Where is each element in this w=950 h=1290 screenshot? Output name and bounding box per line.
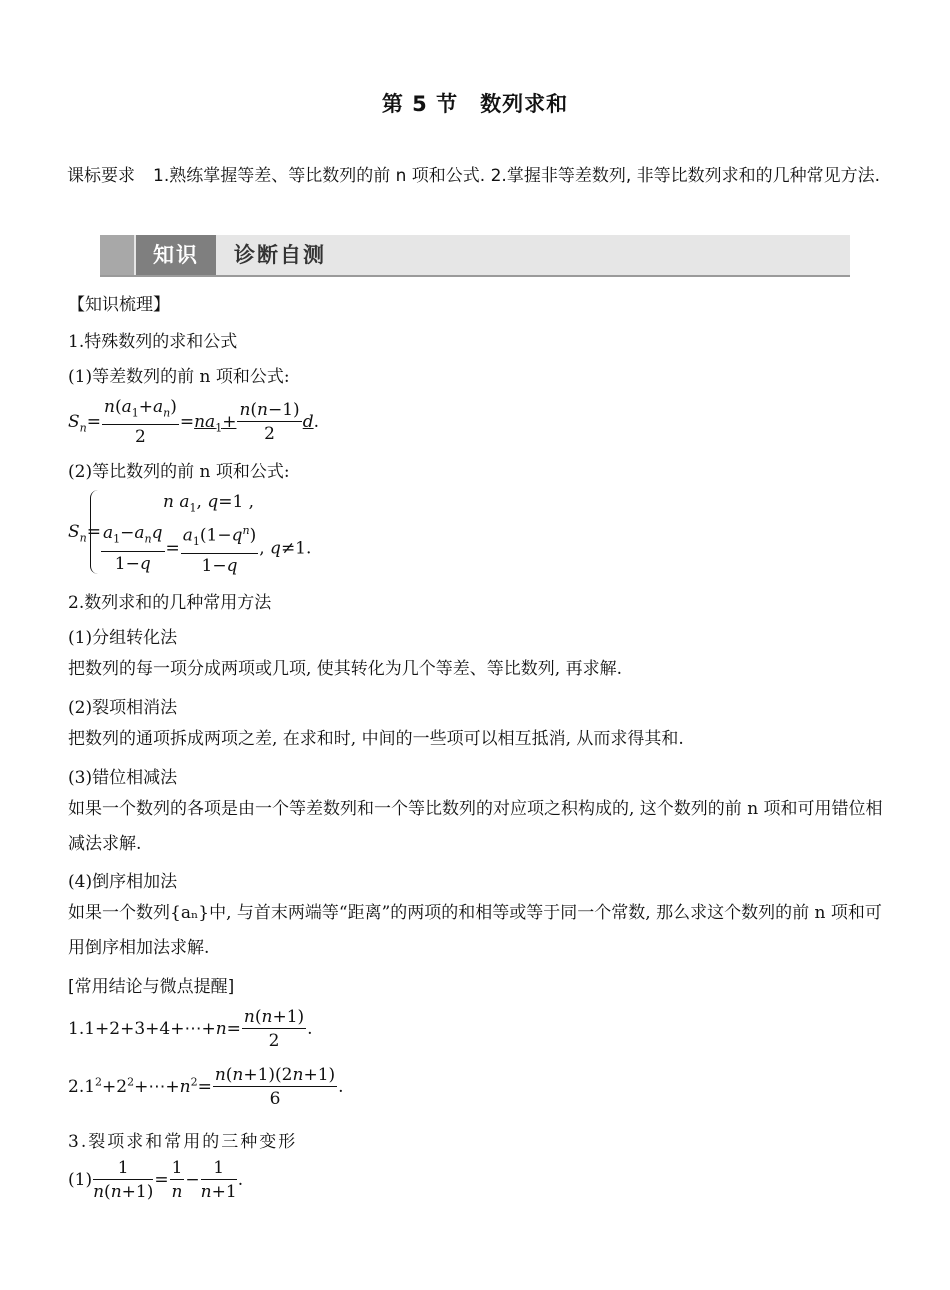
conclusion-3-1-formula: (1) $\frac{1}{n(n+1)}$ = $\frac{1}{n}$ − $\frac{1}{n+1}$ . bbox=[68, 1158, 244, 1202]
method-1-text: 把数列的每一项分成两项或几项, 使其转化为几个等差、等比数列, 再求解. bbox=[68, 659, 623, 679]
method-2-text: 把数列的通项拆成两项之差, 在求和时, 中间的一些项可以相互抵消, 从而求得其和. bbox=[68, 729, 684, 749]
method-2-title: (2)裂项相消法 bbox=[68, 698, 178, 718]
arithmetic-sum-title: (1)等差数列的前 n 项和公式: bbox=[68, 367, 290, 387]
arithmetic-sum-formula: $S_n=$ $\frac{n(a_1+a_n)}{2}$ $=na_1+$ $\frac{n(n-1)}{2}$ d. bbox=[68, 397, 319, 448]
method-1-title: (1)分组转化法 bbox=[68, 628, 178, 648]
banner-heading: 诊断自测 bbox=[234, 243, 326, 267]
geometric-sum-title: (2)等比数列的前 n 项和公式: bbox=[68, 462, 290, 482]
conclusions-heading: [常用结论与微点提醒] bbox=[68, 977, 235, 997]
conclusion-1-formula: 1.1+2+3+4+⋯+n= $\frac{n(n+1)}{2}$ . bbox=[68, 1007, 313, 1051]
banner-tab: 知识 bbox=[136, 235, 216, 275]
method-3-title: (3)错位相减法 bbox=[68, 768, 178, 788]
course-requirement bbox=[67, 158, 887, 194]
method-3-text: 如果一个数列的各项是由一个等差数列和一个等比数列的对应项之积构成的, 这个数列的前 n 项和可用错位相减法求解. bbox=[68, 799, 883, 854]
section-banner bbox=[100, 235, 850, 277]
section-1-title: 1.特殊数列的求和公式 bbox=[68, 332, 238, 352]
cases-brace bbox=[90, 490, 99, 574]
method-4-title: (4)倒序相加法 bbox=[68, 872, 178, 892]
banner-strip bbox=[100, 235, 134, 275]
section-2-title: 2.数列求和的几种常用方法 bbox=[68, 593, 272, 613]
requirement-text: 1.熟练掌握等差、等比数列的前 n 项和公式. 2.掌握非等差数列, 非等比数列求和的几种常见方法. bbox=[153, 166, 881, 186]
knowledge-heading: 【知识梳理】 bbox=[68, 295, 170, 315]
conclusion-2-formula: $2.1^2+2^2+\cdots+n^2=$ $\frac{n(n+1)(2n+1)}{6}$ . bbox=[68, 1065, 344, 1109]
conclusion-3-title: 3.裂项求和常用的三种变形 bbox=[68, 1132, 298, 1152]
method-4-text: 如果一个数列{aₙ}中, 与首末两端等“距离”的两项的和相等或等于同一个常数, 那么求这个数列的前 n 项和可用倒序相加法求解. bbox=[68, 903, 882, 958]
requirement-label: 课标要求 bbox=[67, 166, 135, 186]
page-title: 第 5 节 数列求和 bbox=[381, 92, 569, 116]
